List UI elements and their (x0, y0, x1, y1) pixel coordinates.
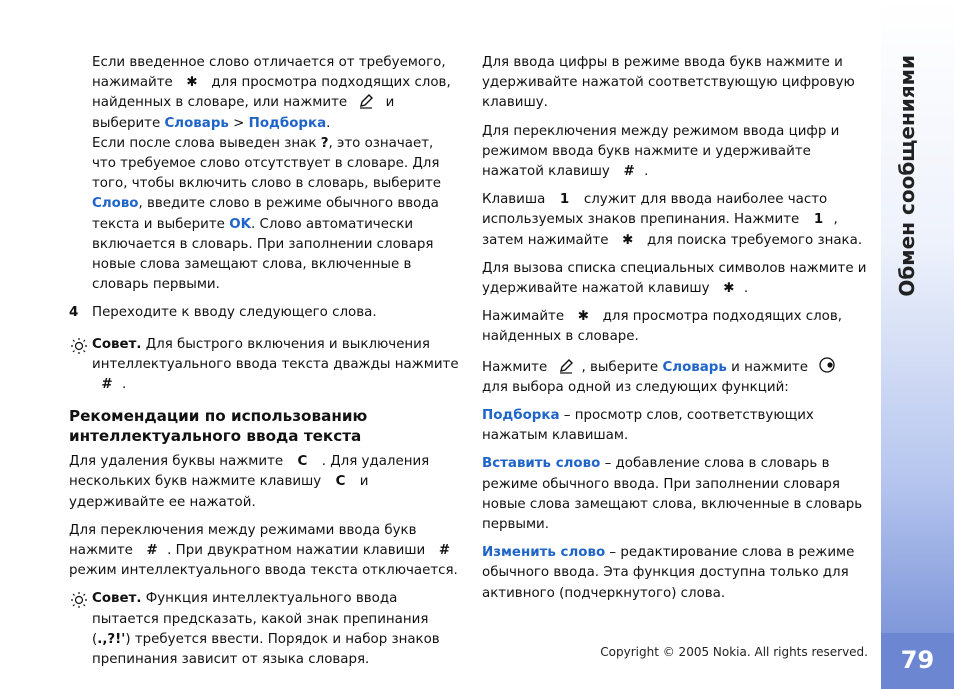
section-title: Обмен сообщениями (895, 55, 919, 297)
spacer (482, 398, 867, 406)
step-number: 4 (69, 305, 79, 321)
text: . (122, 377, 127, 393)
link-dictionary[interactable]: Словарь (662, 359, 727, 375)
section-sidebar (881, 0, 954, 689)
option-description: добавление слова в словарь в режиме обычного ввода. При заполнении словаря новые слова замещают слова, включенные в словарь первыми. (482, 456, 863, 533)
text: . (326, 115, 331, 131)
spacer (482, 114, 867, 122)
option-edit-word (482, 543, 867, 604)
dash: – (605, 545, 621, 561)
paragraph-key-one (482, 190, 867, 251)
link-matches[interactable]: Подборка (248, 115, 327, 131)
paragraph-delete (69, 452, 461, 513)
text: для выбора одной из следующих функций: (482, 379, 789, 395)
spacer (482, 299, 867, 307)
pencil-key-icon (351, 93, 381, 113)
text: Если введенное слово отличается от требуемого, нажимайте (92, 55, 446, 91)
star-key-icon: ✱ (723, 281, 735, 297)
text: режим интеллектуального ввода текста отключается. (69, 563, 458, 579)
clear-key-icon: C (297, 454, 308, 470)
text: , это означает, что требуемое слово отсутствует в словаре. Для того, чтобы включить слово в словарь, выберите (92, 135, 442, 192)
tip-label: Совет. (92, 591, 142, 607)
clear-key-icon: C (335, 474, 346, 490)
spacer (482, 251, 867, 259)
text: Для переключения между режимом ввода цифр и режимом ввода букв нажмите и удерживайте нажатой клавишу (482, 123, 840, 180)
copyright-footer: Copyright © 2005 Nokia. All rights reserved. (600, 645, 868, 659)
option-matches-label[interactable]: Подборка (482, 408, 560, 424)
hash-key-icon: # (101, 377, 113, 393)
spacer (69, 324, 461, 335)
spacer (69, 295, 461, 303)
spacer (482, 446, 867, 454)
text: Нажимайте (482, 309, 565, 325)
text: , введите слово в режиме обычного ввода текста и выберите (92, 196, 439, 232)
paragraph-switch-digit-mode (482, 122, 867, 183)
paragraph-enter-digit: Для ввода цифры в режиме ввода букв нажмите и удерживайте нажатой соответствующую цифровую клавишу. (482, 55, 855, 111)
text: , затем нажимайте (482, 212, 838, 248)
paragraph-dictionary-menu (482, 356, 867, 398)
spacer (482, 182, 867, 190)
option-description: просмотр слов, соответствующих нажатым клавишам. (482, 408, 814, 444)
text: и нажмите (731, 359, 808, 375)
link-ok[interactable]: OK (229, 216, 251, 232)
spacer (69, 581, 461, 589)
link-word[interactable]: Слово (92, 196, 139, 212)
star-key-icon: ✱ (577, 309, 589, 325)
tip-bulb-icon (69, 337, 89, 362)
text: . (743, 281, 749, 297)
text: служит для ввода наиболее часто используемых знаков препинания. Нажмите (482, 192, 828, 228)
section-heading: Рекомендации по использованию интеллектуального ввода текста (69, 407, 368, 446)
text: Если после слова выведен знак (92, 135, 317, 151)
page-number: 79 (881, 633, 954, 687)
text: Нажмите (482, 359, 548, 375)
one-key-icon: 1 (559, 192, 570, 208)
question-mark: ? (320, 135, 329, 151)
spacer (482, 535, 867, 543)
tip-text: Для быстрого включения и выключения интеллектуального ввода текста дважды нажмите (92, 336, 459, 372)
paragraph-choose-word (69, 53, 461, 134)
left-column (69, 53, 461, 670)
dash: – (600, 456, 616, 472)
text: для просмотра подходящих слов, найденных в словаре. (482, 309, 843, 345)
link-dictionary[interactable]: Словарь (164, 115, 229, 131)
step-4 (69, 303, 461, 323)
hash-key-icon: # (623, 164, 635, 180)
joystick-select-icon (812, 356, 842, 378)
star-key-icon: ✱ (186, 75, 198, 91)
step-text: Переходите к вводу следующего слова. (92, 305, 377, 321)
hash-key-icon: # (146, 543, 158, 559)
tip-bulb-icon (69, 591, 89, 616)
paragraph-browse-matches (482, 307, 867, 347)
hash-key-icon: # (438, 543, 451, 559)
paragraph-switch-modes (69, 521, 461, 582)
dash: – (559, 408, 575, 424)
punctuation-marks: .,?!' (97, 631, 126, 647)
tip-toggle-predictive (69, 335, 461, 396)
text: . Слово автоматически включается в словарь. При заполнении словаря новые слова замещают слова, включенные в словарь первыми. (92, 216, 434, 293)
separator: > (233, 115, 245, 131)
paragraph-special-chars (482, 259, 867, 299)
spacer (482, 348, 867, 356)
tip-label: Совет. (92, 336, 142, 352)
one-key-icon: 1 (813, 212, 824, 228)
option-insert-word-label[interactable]: Вставить слово (482, 456, 601, 472)
star-key-icon: ✱ (622, 232, 634, 248)
option-insert-word (482, 454, 867, 535)
option-description: редактирование слова в режиме обычного ввода. Эта функция доступна только для активного (подчеркнутого) слова. (482, 545, 855, 601)
text: ) требуется ввести. Порядок и набор знаков препинания зависит от языка словаря. (92, 631, 440, 668)
pencil-key-icon (551, 358, 581, 378)
option-edit-word-label[interactable]: Изменить слово (482, 545, 606, 561)
paragraph-unknown-word (69, 134, 461, 296)
text: . При двукратном нажатии клавиши (167, 543, 426, 559)
text: и удерживайте ее нажатой. (69, 474, 369, 510)
text: для поиска требуемого знака. (647, 232, 863, 248)
text: Клавиша (482, 192, 546, 208)
spacer (69, 395, 461, 406)
spacer (69, 513, 461, 521)
option-matches (482, 406, 867, 446)
text: Для вызова списка специальных символов нажмите и удерживайте нажатой клавишу (482, 260, 867, 297)
section-title-wrap (895, 55, 939, 315)
text: и выберите (92, 95, 395, 131)
text: Функция интеллектуального ввода пытается предсказать, какой знак препинания ( (92, 591, 429, 647)
text: Для удаления буквы нажмите (69, 454, 284, 470)
text: Для переключения между режимами ввода букв нажмите (69, 522, 417, 559)
right-column (482, 53, 867, 604)
tip-punctuation (69, 589, 461, 670)
text: для просмотра подходящих слов, найденных в словаре, или нажмите (92, 75, 451, 111)
text: . Для удаления нескольких букв нажмите клавишу (69, 454, 430, 490)
text: , выберите (581, 359, 659, 375)
text: . (644, 164, 649, 180)
